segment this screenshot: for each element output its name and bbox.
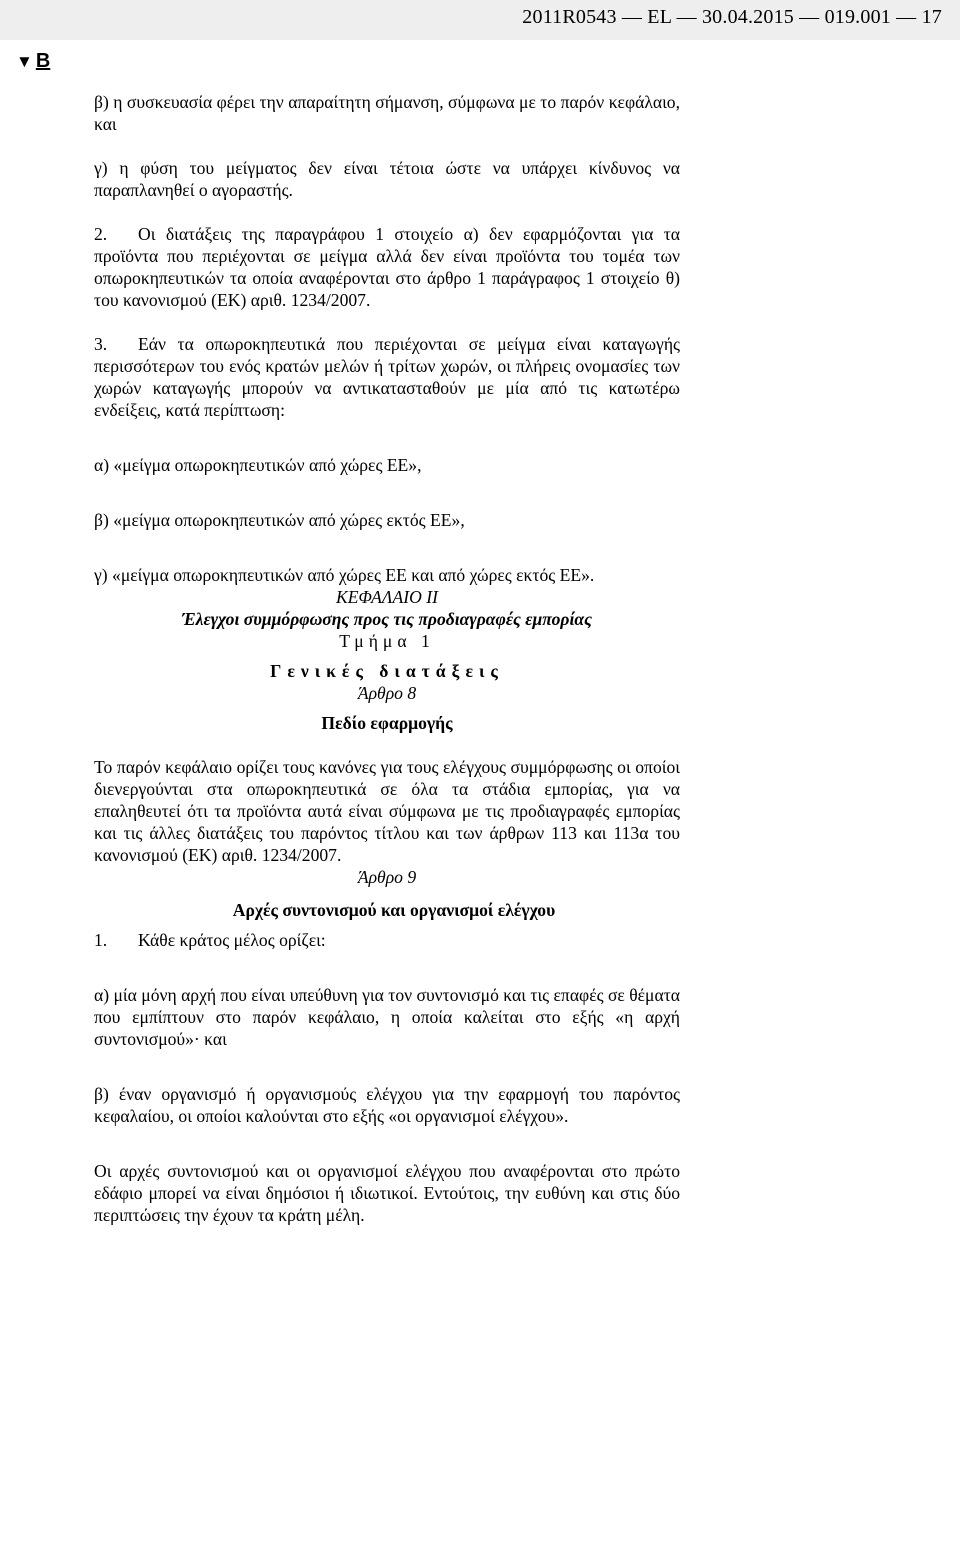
paragraph-3-text: Εάν τα οπωροκηπευτικά που περιέχονται σε μείγμα είναι καταγωγής περισσότερων του ενός κρατών μελών ή τρίτων χωρών, οι πλήρεις ονομασίες των χωρών καταγωγής μπορούν να αντικατασταθούν με μία από τις κατωτέρω ενδείξεις, κατά περίπτωση: [94,334,680,420]
article-9-closing: Οι αρχές συντονισμού και οι οργανισμοί ελέγχου που αναφέρονται στο πρώτο εδάφιο μπορεί να είναι δημόσιοι ή ιδιωτικοί. Εντούτοις, την ευθύνη και στις δύο περιπτώσεις την έχουν τα κράτη μέλη. [94,1161,680,1225]
chapter-label: ΚΕΦΑΛΑΙΟ II [336,587,438,607]
triangle-down-icon: ▼ [16,52,33,71]
article-8-label: Άρθρο 8 [357,683,417,703]
point-c: γ) η φύση του μείγματος δεν είναι τέτοια ώστε να υπάρχει κίνδυνος να παραπλανηθεί ο αγοραστής. [94,158,680,200]
article-9-label: Άρθρο 9 [357,867,417,887]
article-9-paragraph-1 [94,929,680,951]
paragraph-2-number: 2. [94,224,108,244]
paragraph-3 [94,333,680,421]
article-9-paragraph-1-text: Κάθε κράτος μέλος ορίζει: [138,930,326,950]
paragraph-3-number: 3. [94,334,108,354]
chapter-title: Έλεγχοι συμμόρφωσης προς τις προδιαγραφές εμπορίας [182,609,592,629]
section-title: Γενικές διατάξεις [270,661,504,681]
amendment-marker [16,50,50,73]
option-b: β) «μείγμα οπωροκηπευτικών από χώρες εκτός ΕΕ», [94,510,465,530]
article-9-title: Αρχές συντονισμού και οργανισμοί ελέγχου [232,900,556,920]
document-body [94,91,680,1226]
article-9-paragraph-1-number: 1. [94,930,108,950]
paragraph-2 [94,223,680,311]
article-8-text: Το παρόν κεφάλαιο ορίζει τους κανόνες για τους ελέγχους συμμόρφωσης οι οποίοι διενεργούνται στα οπωροκηπευτικά σε όλα τα στάδια εμπορίας, για να επαληθευτεί ότι τα προϊόντα αυτά είναι σύμφωνα με τις προδιαγραφές εμπορίας και τις άλλες διατάξεις του παρόντος τίτλου και των άρθρων 113 και 113α του κανονισμού (ΕΚ) αριθ. 1234/2007. [94,757,680,865]
option-a: α) «μείγμα οπωροκηπευτικών από χώρες ΕΕ», [94,455,422,475]
point-b: β) η συσκευασία φέρει την απαραίτητη σήμανση, σύμφωνα με το παρόν κεφάλαιο, και [94,92,680,134]
section-label: Τμήμα 1 [339,631,435,651]
article-9-point-b: β) έναν οργανισμό ή οργανισμούς ελέγχου για την εφαρμογή του παρόντος κεφαλαίου, οι οποίοι καλούνται στο εξής «οι οργανισμοί ελέγχου». [94,1084,680,1126]
paragraph-2-text: Οι διατάξεις της παραγράφου 1 στοιχείο α) δεν εφαρμόζονται για τα προϊόντα που περιέχονται σε μείγμα αλλά δεν είναι προϊόντα του τομέα των οπωροκηπευτικών τα οποία αναφέρονται στο άρθρο 1 παράγραφος 1 στοιχείο θ) του κανονισμού (ΕΚ) αριθ. 1234/2007. [94,224,680,310]
amendment-code: B [35,50,51,72]
article-8-title: Πεδίο εφαρμογής [321,713,453,733]
document-reference: 2011R0543 — EL — 30.04.2015 — 019.001 — 17 [522,6,942,28]
article-9-point-a: α) μία μόνη αρχή που είναι υπεύθυνη για τον συντονισμό και τις επαφές σε θέματα που εμπίπτουν στο παρόν κεφάλαιο, η οποία καλείται στο εξής «η αρχή συντονισμού»· και [94,985,680,1049]
option-c: γ) «μείγμα οπωροκηπευτικών από χώρες ΕΕ και από χώρες εκτός ΕΕ». [94,565,595,585]
